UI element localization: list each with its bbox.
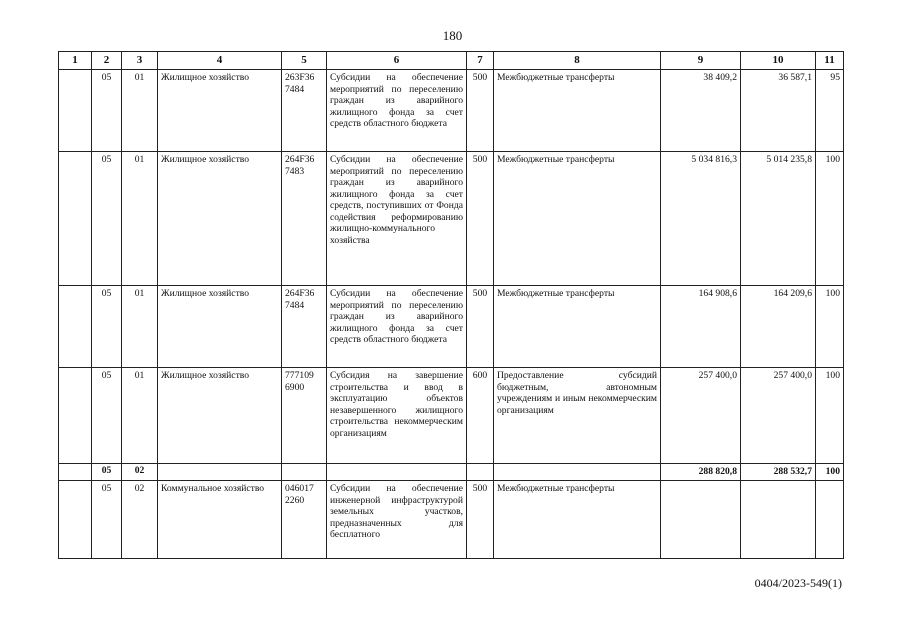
cell-plan: 5 034 816,3	[661, 152, 741, 286]
header-cell: 3	[122, 52, 158, 70]
cell-percent: 100	[816, 464, 844, 481]
cell-expense-type: 500	[467, 481, 494, 559]
cell-target-code: 263F36 7484	[282, 70, 327, 152]
header-cell: 9	[661, 52, 741, 70]
cell-expense-name: Межбюджетные трансферты	[494, 286, 661, 368]
cell-percent: 95	[816, 70, 844, 152]
cell-plan: 164 908,6	[661, 286, 741, 368]
cell-plan: 257 400,0	[661, 368, 741, 464]
table-row	[59, 368, 844, 464]
cell-target-code	[282, 464, 327, 481]
cell-col1	[59, 368, 92, 464]
cell-target-code: 264F36 7483	[282, 152, 327, 286]
cell-expense-type: 500	[467, 70, 494, 152]
cell-subsection: 01	[122, 70, 158, 152]
page-number: 180	[442, 28, 463, 43]
cell-target-code: 046017 2260	[282, 481, 327, 559]
cell-description: Субсидии на обеспечение инженерной инфраструктурой земельных участков, предназначенных для бесплатного	[327, 481, 467, 559]
header-cell: 10	[741, 52, 816, 70]
cell-actual: 288 532,7	[741, 464, 816, 481]
cell-name: Жилищное хозяйство	[158, 286, 282, 368]
document-code: 0404/2023-549(1)	[754, 576, 842, 590]
cell-plan	[661, 481, 741, 559]
cell-percent: 100	[816, 368, 844, 464]
cell-plan: 288 820,8	[661, 464, 741, 481]
cell-name	[158, 464, 282, 481]
cell-subsection: 02	[122, 481, 158, 559]
cell-expense-name: Межбюджетные трансферты	[494, 481, 661, 559]
cell-description: Субсидия на завершение строительства и ввод в эксплуатацию объектов незавершенного жилищного строительства некоммерческим организациям	[327, 368, 467, 464]
cell-subsection: 02	[122, 464, 158, 481]
cell-expense-name: Межбюджетные трансферты	[494, 70, 661, 152]
table-row	[59, 70, 844, 152]
cell-description: Субсидии на обеспечение мероприятий по переселению граждан из аварийного жилищного фонда за счет средств, поступивших от Фонда содействия реформированию жилищно-коммунального хозяйства	[327, 152, 467, 286]
cell-col1	[59, 464, 92, 481]
header-cell: 6	[327, 52, 467, 70]
cell-percent: 100	[816, 152, 844, 286]
cell-subsection: 01	[122, 286, 158, 368]
cell-actual: 257 400,0	[741, 368, 816, 464]
cell-name: Жилищное хозяйство	[158, 70, 282, 152]
cell-col1	[59, 70, 92, 152]
cell-section: 05	[92, 152, 122, 286]
cell-actual: 164 209,6	[741, 286, 816, 368]
cell-plan: 38 409,2	[661, 70, 741, 152]
cell-expense-name: Межбюджетные трансферты	[494, 152, 661, 286]
cell-expense-name	[494, 464, 661, 481]
budget-table	[58, 51, 844, 559]
cell-percent	[816, 481, 844, 559]
table-row	[59, 286, 844, 368]
cell-name: Жилищное хозяйство	[158, 368, 282, 464]
cell-actual	[741, 481, 816, 559]
subtotal-row	[59, 464, 844, 481]
cell-section: 05	[92, 481, 122, 559]
cell-col1	[59, 481, 92, 559]
cell-col1	[59, 286, 92, 368]
cell-expense-name: Предоставление субсидий бюджетным, автономным учреждениям и иным некоммерческим организациям	[494, 368, 661, 464]
cell-section: 05	[92, 70, 122, 152]
cell-section: 05	[92, 286, 122, 368]
cell-actual: 36 587,1	[741, 70, 816, 152]
cell-expense-type: 500	[467, 152, 494, 286]
header-row	[59, 52, 844, 70]
cell-col1	[59, 152, 92, 286]
table-row	[59, 481, 844, 559]
cell-section: 05	[92, 464, 122, 481]
cell-subsection: 01	[122, 152, 158, 286]
header-cell: 11	[816, 52, 844, 70]
cell-expense-type: 500	[467, 286, 494, 368]
header-cell: 8	[494, 52, 661, 70]
header-cell: 7	[467, 52, 494, 70]
header-cell: 5	[282, 52, 327, 70]
header-cell: 1	[59, 52, 92, 70]
header-cell: 2	[92, 52, 122, 70]
cell-expense-type	[467, 464, 494, 481]
cell-section: 05	[92, 368, 122, 464]
cell-target-code: 777109 6900	[282, 368, 327, 464]
cell-actual: 5 014 235,8	[741, 152, 816, 286]
table-row	[59, 152, 844, 286]
header-cell: 4	[158, 52, 282, 70]
cell-expense-type: 600	[467, 368, 494, 464]
cell-subsection: 01	[122, 368, 158, 464]
cell-target-code: 264F36 7484	[282, 286, 327, 368]
cell-description	[327, 464, 467, 481]
cell-name: Коммунальное хозяйство	[158, 481, 282, 559]
cell-percent: 100	[816, 286, 844, 368]
cell-name: Жилищное хозяйство	[158, 152, 282, 286]
cell-description: Субсидии на обеспечение мероприятий по переселению граждан из аварийного жилищного фонда за счет средств областного бюджета	[327, 70, 467, 152]
cell-description: Субсидии на обеспечение мероприятий по переселению граждан из аварийного жилищного фонда за счет средств областного бюджета	[327, 286, 467, 368]
